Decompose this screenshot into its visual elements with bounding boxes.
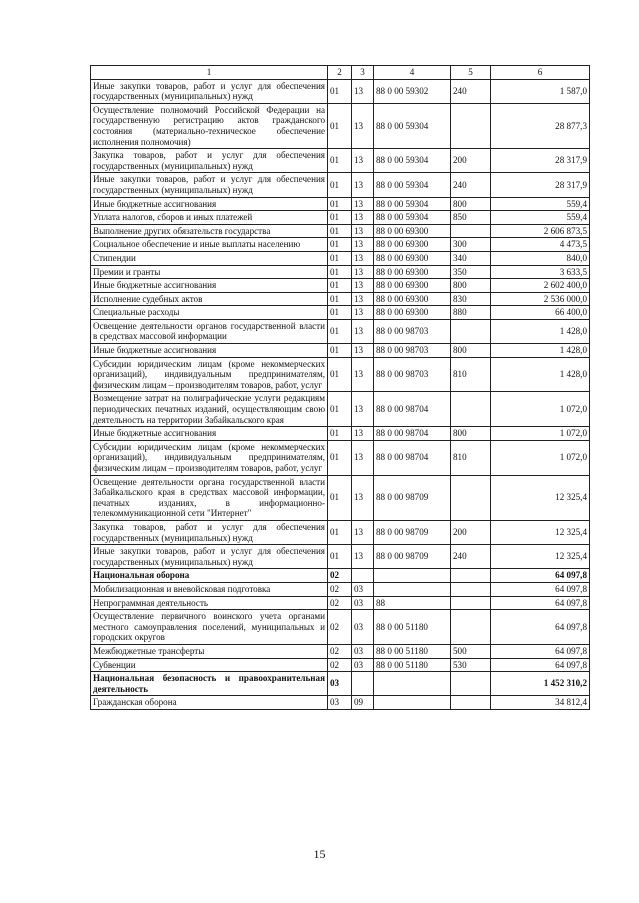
- row-expense-type-cell: [451, 224, 491, 238]
- row-name-cell: Стипендии: [91, 251, 328, 265]
- row-amount-cell: 64 097,8: [491, 644, 590, 658]
- row-target-article-cell: 88 0 00 59304: [374, 149, 451, 173]
- row-subsection-cell: 13: [352, 103, 374, 148]
- row-amount-cell: 28 877,3: [491, 103, 590, 148]
- row-subsection-cell: 13: [352, 545, 374, 569]
- table-body: [91, 79, 590, 709]
- row-subsection-cell: 13: [352, 440, 374, 475]
- table-row: [91, 440, 590, 475]
- table-row: [91, 569, 590, 583]
- row-amount-cell: 12 325,4: [491, 475, 590, 520]
- row-amount-cell: 559,4: [491, 211, 590, 225]
- row-name-cell: Освещение деятельности органов государственной власти в средствах массовой информации: [91, 319, 328, 343]
- row-section-cell: 01: [328, 173, 352, 197]
- row-amount-cell: 64 097,8: [491, 610, 590, 645]
- row-section-cell: 01: [328, 475, 352, 520]
- row-section-cell: 01: [328, 103, 352, 148]
- row-section-cell: 03: [328, 672, 352, 696]
- row-expense-type-cell: 300: [451, 238, 491, 252]
- row-subsection-cell: 03: [352, 582, 374, 596]
- row-name-cell: Непрограммная деятельность: [91, 596, 328, 610]
- row-target-article-cell: 88: [374, 596, 451, 610]
- table-row: [91, 79, 590, 103]
- row-target-article-cell: 88 0 00 51180: [374, 644, 451, 658]
- col-header-target-article: 4: [374, 66, 451, 80]
- row-target-article-cell: 88 0 00 98704: [374, 440, 451, 475]
- row-target-article-cell: [374, 672, 451, 696]
- row-subsection-cell: 03: [352, 644, 374, 658]
- row-section-cell: 01: [328, 79, 352, 103]
- row-subsection-cell: 09: [352, 696, 374, 710]
- row-target-article-cell: 88 0 00 98709: [374, 475, 451, 520]
- row-target-article-cell: 88 0 00 98704: [374, 427, 451, 441]
- row-subsection-cell: 13: [352, 344, 374, 358]
- row-name-cell: Иные бюджетные ассигнования: [91, 427, 328, 441]
- row-section-cell: 03: [328, 696, 352, 710]
- row-section-cell: 01: [328, 319, 352, 343]
- row-section-cell: 01: [328, 392, 352, 427]
- row-name-cell: Иные бюджетные ассигнования: [91, 197, 328, 211]
- row-section-cell: 01: [328, 427, 352, 441]
- table-row: [91, 344, 590, 358]
- row-amount-cell: 2 536 000,0: [491, 292, 590, 306]
- row-name-cell: Национальная безопасность и правоохранительная деятельность: [91, 672, 328, 696]
- row-target-article-cell: 88 0 00 59304: [374, 197, 451, 211]
- row-name-cell: Уплата налогов, сборов и иных платежей: [91, 211, 328, 225]
- row-section-cell: 01: [328, 197, 352, 211]
- row-target-article-cell: 88 0 00 59304: [374, 103, 451, 148]
- row-target-article-cell: 88 0 00 69300: [374, 238, 451, 252]
- row-target-article-cell: 88 0 00 51180: [374, 658, 451, 672]
- row-target-article-cell: 88 0 00 98703: [374, 357, 451, 392]
- row-amount-cell: 64 097,8: [491, 569, 590, 583]
- row-expense-type-cell: 240: [451, 79, 491, 103]
- col-header-expense-type: 5: [451, 66, 491, 80]
- row-target-article-cell: 88 0 00 69300: [374, 279, 451, 293]
- row-name-cell: Иные бюджетные ассигнования: [91, 279, 328, 293]
- row-expense-type-cell: [451, 596, 491, 610]
- row-name-cell: Освещение деятельности органа государственной власти Забайкальского края в средствах массовой информации, печатных изданиях, в информационно-телекоммуникационной сети "Интернет": [91, 475, 328, 520]
- row-amount-cell: 64 097,8: [491, 658, 590, 672]
- row-expense-type-cell: [451, 582, 491, 596]
- table-row: [91, 610, 590, 645]
- row-subsection-cell: 13: [352, 79, 374, 103]
- row-section-cell: 01: [328, 251, 352, 265]
- row-name-cell: Гражданская оборона: [91, 696, 328, 710]
- row-amount-cell: 12 325,4: [491, 545, 590, 569]
- row-amount-cell: 1 452 310,2: [491, 672, 590, 696]
- row-name-cell: Осуществление полномочий Российской Федерации на государственную регистрацию актов гражданского состояния (материально-техническое обеспечение исполнения полномочия): [91, 103, 328, 148]
- row-section-cell: 01: [328, 279, 352, 293]
- row-subsection-cell: 13: [352, 292, 374, 306]
- row-subsection-cell: [352, 672, 374, 696]
- row-target-article-cell: 88 0 00 59304: [374, 211, 451, 225]
- row-name-cell: Премии и гранты: [91, 265, 328, 279]
- row-expense-type-cell: 200: [451, 520, 491, 544]
- row-name-cell: Иные закупки товаров, работ и услуг для обеспечения государственных (муниципальных) нужд: [91, 173, 328, 197]
- row-amount-cell: 1 428,0: [491, 344, 590, 358]
- row-subsection-cell: 13: [352, 238, 374, 252]
- row-section-cell: 02: [328, 644, 352, 658]
- row-expense-type-cell: [451, 610, 491, 645]
- row-target-article-cell: 88 0 00 98704: [374, 392, 451, 427]
- row-target-article-cell: 88 0 00 98709: [374, 545, 451, 569]
- table-row: [91, 696, 590, 710]
- row-subsection-cell: 13: [352, 265, 374, 279]
- row-target-article-cell: 88 0 00 69300: [374, 292, 451, 306]
- table-row: [91, 658, 590, 672]
- row-name-cell: Возмещение затрат на полиграфические услуги редакциям периодических печатных изданий, осуществляющим свою деятельность на территории Забайкальского края: [91, 392, 328, 427]
- budget-table: [90, 65, 590, 710]
- row-name-cell: Субсидии юридическим лицам (кроме некоммерческих организаций), индивидуальным предпринимателям, физическим лицам – производителям товаров, работ, услуг: [91, 357, 328, 392]
- table-row: [91, 520, 590, 544]
- row-subsection-cell: 13: [352, 279, 374, 293]
- row-name-cell: Социальное обеспечение и иные выплаты населению: [91, 238, 328, 252]
- row-section-cell: 01: [328, 440, 352, 475]
- col-header-amount: 6: [491, 66, 590, 80]
- row-amount-cell: 64 097,8: [491, 582, 590, 596]
- row-section-cell: 02: [328, 610, 352, 645]
- row-name-cell: Исполнение судебных актов: [91, 292, 328, 306]
- row-name-cell: Субсидии юридическим лицам (кроме некоммерческих организаций), индивидуальным предпринимателям, физическим лицам – производителям товаров, работ, услуг: [91, 440, 328, 475]
- row-name-cell: Иные закупки товаров, работ и услуг для обеспечения государственных (муниципальных) нужд: [91, 79, 328, 103]
- table-row: [91, 582, 590, 596]
- row-expense-type-cell: [451, 319, 491, 343]
- row-subsection-cell: 13: [352, 475, 374, 520]
- page-number: 15: [313, 847, 326, 861]
- row-name-cell: Закупка товаров, работ и услуг для обеспечения государственных (муниципальных) нужд: [91, 520, 328, 544]
- row-target-article-cell: 88 0 00 69300: [374, 224, 451, 238]
- row-target-article-cell: [374, 696, 451, 710]
- row-section-cell: 01: [328, 224, 352, 238]
- row-expense-type-cell: [451, 103, 491, 148]
- row-target-article-cell: 88 0 00 98703: [374, 319, 451, 343]
- table-row: [91, 427, 590, 441]
- row-section-cell: 01: [328, 265, 352, 279]
- row-amount-cell: 1 428,0: [491, 319, 590, 343]
- col-header-subsection: 3: [352, 66, 374, 80]
- row-section-cell: 01: [328, 238, 352, 252]
- row-subsection-cell: 13: [352, 319, 374, 343]
- row-amount-cell: 34 812,4: [491, 696, 590, 710]
- row-section-cell: 01: [328, 357, 352, 392]
- row-amount-cell: 1 072,0: [491, 440, 590, 475]
- row-target-article-cell: 88 0 00 69300: [374, 251, 451, 265]
- row-expense-type-cell: 350: [451, 265, 491, 279]
- table-row: [91, 279, 590, 293]
- row-amount-cell: 1 072,0: [491, 392, 590, 427]
- row-expense-type-cell: 880: [451, 306, 491, 320]
- table-row: [91, 173, 590, 197]
- table-row: [91, 392, 590, 427]
- row-section-cell: 01: [328, 520, 352, 544]
- row-subsection-cell: 13: [352, 149, 374, 173]
- col-header-section: 2: [328, 66, 352, 80]
- table-row: [91, 596, 590, 610]
- row-target-article-cell: 88 0 00 98703: [374, 344, 451, 358]
- row-subsection-cell: 13: [352, 427, 374, 441]
- row-expense-type-cell: [451, 392, 491, 427]
- row-subsection-cell: 13: [352, 306, 374, 320]
- row-subsection-cell: 13: [352, 251, 374, 265]
- table-row: [91, 319, 590, 343]
- table-row: [91, 103, 590, 148]
- row-section-cell: 01: [328, 344, 352, 358]
- row-amount-cell: 2 606 873,5: [491, 224, 590, 238]
- row-target-article-cell: 88 0 00 59304: [374, 173, 451, 197]
- row-target-article-cell: 88 0 00 51180: [374, 610, 451, 645]
- row-section-cell: 01: [328, 211, 352, 225]
- row-name-cell: Закупка товаров, работ и услуг для обеспечения государственных (муниципальных) нужд: [91, 149, 328, 173]
- row-section-cell: 01: [328, 292, 352, 306]
- row-target-article-cell: 88 0 00 59302: [374, 79, 451, 103]
- row-amount-cell: 66 400,0: [491, 306, 590, 320]
- row-expense-type-cell: 800: [451, 427, 491, 441]
- row-expense-type-cell: 530: [451, 658, 491, 672]
- row-expense-type-cell: 800: [451, 344, 491, 358]
- row-expense-type-cell: 800: [451, 197, 491, 211]
- row-expense-type-cell: [451, 696, 491, 710]
- row-expense-type-cell: 810: [451, 440, 491, 475]
- row-subsection-cell: 13: [352, 520, 374, 544]
- table-row: [91, 211, 590, 225]
- table-row: [91, 672, 590, 696]
- row-expense-type-cell: 240: [451, 173, 491, 197]
- row-subsection-cell: 13: [352, 392, 374, 427]
- row-amount-cell: 3 633,5: [491, 265, 590, 279]
- row-name-cell: Иные закупки товаров, работ и услуг для обеспечения государственных (муниципальных) нужд: [91, 545, 328, 569]
- row-target-article-cell: [374, 582, 451, 596]
- row-subsection-cell: [352, 569, 374, 583]
- row-target-article-cell: 88 0 00 69300: [374, 265, 451, 279]
- row-subsection-cell: 03: [352, 658, 374, 672]
- table-row: [91, 306, 590, 320]
- row-amount-cell: 64 097,8: [491, 596, 590, 610]
- row-expense-type-cell: 240: [451, 545, 491, 569]
- row-expense-type-cell: [451, 672, 491, 696]
- row-name-cell: Специальные расходы: [91, 306, 328, 320]
- row-name-cell: Субвенции: [91, 658, 328, 672]
- row-subsection-cell: 13: [352, 357, 374, 392]
- row-expense-type-cell: 200: [451, 149, 491, 173]
- row-subsection-cell: 13: [352, 211, 374, 225]
- row-amount-cell: 4 473,5: [491, 238, 590, 252]
- row-name-cell: Межбюджетные трансферты: [91, 644, 328, 658]
- row-expense-type-cell: [451, 569, 491, 583]
- table-row: [91, 357, 590, 392]
- table-row: [91, 644, 590, 658]
- table-row: [91, 251, 590, 265]
- row-amount-cell: 12 325,4: [491, 520, 590, 544]
- row-name-cell: Иные бюджетные ассигнования: [91, 344, 328, 358]
- row-target-article-cell: 88 0 00 69300: [374, 306, 451, 320]
- table-row: [91, 224, 590, 238]
- row-amount-cell: 28 317,9: [491, 173, 590, 197]
- row-section-cell: 01: [328, 306, 352, 320]
- row-section-cell: 02: [328, 582, 352, 596]
- row-name-cell: Выполнение других обязательств государства: [91, 224, 328, 238]
- row-subsection-cell: 13: [352, 224, 374, 238]
- table-row: [91, 292, 590, 306]
- row-section-cell: 02: [328, 658, 352, 672]
- row-expense-type-cell: 830: [451, 292, 491, 306]
- header-row: [91, 66, 590, 80]
- row-expense-type-cell: 800: [451, 279, 491, 293]
- row-name-cell: Национальная оборона: [91, 569, 328, 583]
- row-subsection-cell: 13: [352, 197, 374, 211]
- row-amount-cell: 840,0: [491, 251, 590, 265]
- row-expense-type-cell: 500: [451, 644, 491, 658]
- row-target-article-cell: [374, 569, 451, 583]
- table-row: [91, 265, 590, 279]
- row-expense-type-cell: [451, 475, 491, 520]
- row-amount-cell: 2 602 400,0: [491, 279, 590, 293]
- row-amount-cell: 1 587,0: [491, 79, 590, 103]
- row-section-cell: 02: [328, 596, 352, 610]
- row-name-cell: Осуществление первичного воинского учета органами местного самоуправления поселений, муниципальных и городских округов: [91, 610, 328, 645]
- row-name-cell: Мобилизационная и вневойсковая подготовка: [91, 582, 328, 596]
- row-subsection-cell: 03: [352, 596, 374, 610]
- row-amount-cell: 28 317,9: [491, 149, 590, 173]
- row-section-cell: 02: [328, 569, 352, 583]
- row-expense-type-cell: 340: [451, 251, 491, 265]
- row-amount-cell: 1 428,0: [491, 357, 590, 392]
- table-row: [91, 149, 590, 173]
- table-row: [91, 238, 590, 252]
- row-section-cell: 01: [328, 545, 352, 569]
- col-header-name: 1: [91, 66, 328, 80]
- table-row: [91, 475, 590, 520]
- row-expense-type-cell: 850: [451, 211, 491, 225]
- row-target-article-cell: 88 0 00 98709: [374, 520, 451, 544]
- row-amount-cell: 1 072,0: [491, 427, 590, 441]
- table-row: [91, 545, 590, 569]
- table-row: [91, 197, 590, 211]
- row-section-cell: 01: [328, 149, 352, 173]
- row-amount-cell: 559,4: [491, 197, 590, 211]
- row-subsection-cell: 03: [352, 610, 374, 645]
- row-subsection-cell: 13: [352, 173, 374, 197]
- row-expense-type-cell: 810: [451, 357, 491, 392]
